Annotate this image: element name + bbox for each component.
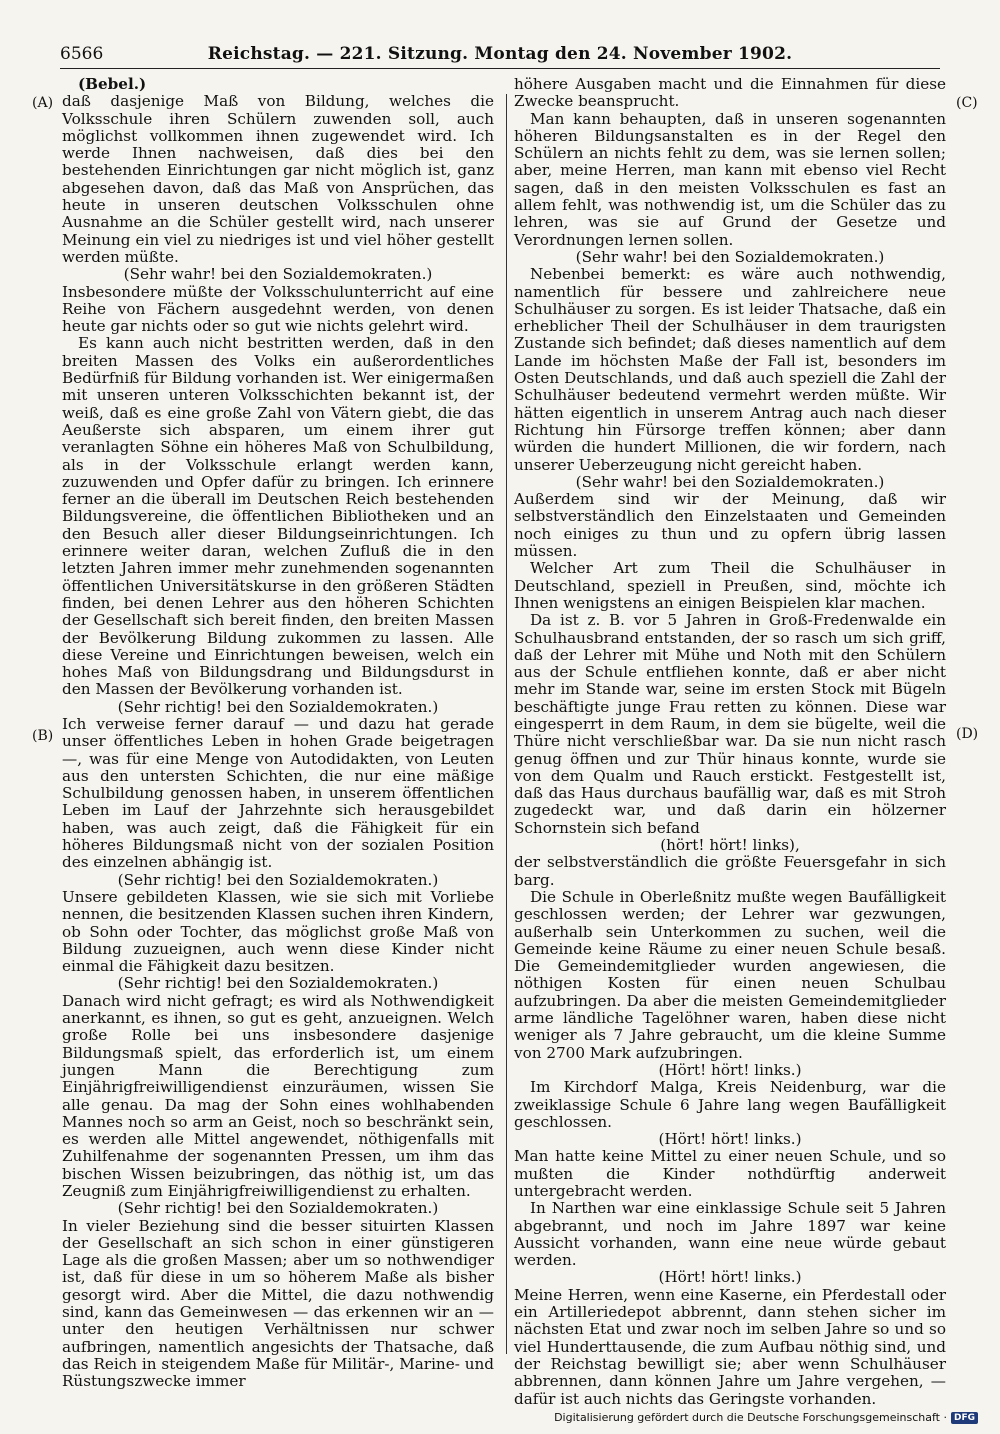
interjection: (Sehr richtig! bei den Sozialdemokraten.) — [117, 1199, 439, 1218]
paragraph: Ich verweise ferner darauf — und dazu hat gerade unser öffentliches Leben in hohen Grade beigetragen —, was für eine Menge von Autodidakten, von Leuten aus den untersten Schichten, die nur eine mäßige Schulbildung genossen haben, in unserem öffentlichen Leben im Lauf der Jahrzehnte sich herausgebildet haben, was auch zeigt, daß die Fähigkeit für ein höheres Bildungsmaß nicht von der sozialen Position des einzelnen abhängig ist. — [62, 714, 494, 872]
interjection: (Sehr richtig! bei den Sozialdemokraten.) — [117, 870, 439, 889]
paragraph: Außerdem sind wir der Meinung, daß wir selbstverständlich den Einzelstaaten und Gemeinden noch einiges zu thun und zu opfern übrig lassen müssen. — [514, 490, 946, 561]
page-number: 6566 — [60, 44, 104, 64]
left-column — [62, 76, 494, 1391]
digitization-credit — [554, 1411, 978, 1424]
interjection: (Hört! hört! links.) — [658, 1060, 802, 1079]
running-title: Reichstag. — 221. Sitzung. Montag den 24. November 1902. — [207, 44, 793, 64]
paragraph: Man kann behaupten, daß in unseren sogenannten höheren Bildungsanstalten es in der Regel den Schülern an nichts fehlt zu dem, was sie lernen sollen; aber, meine Herren, man kann mit ebenso viel Recht sagen, daß in den meisten Volksschulen es fast an allem fehlt, was nothwendig ist, um die Schüler das zu lehren, was sie auf Grund der Gesetze und Verordnungen lernen sollen. — [514, 109, 946, 249]
interjection: (Hört! hört! links.) — [658, 1268, 802, 1287]
interjection: (Sehr wahr! bei den Sozialdemokraten.) — [575, 247, 885, 266]
paragraph: Da ist z. B. vor 5 Jahren in Groß-Fredenwalde ein Schulhausbrand entstanden, der so rasch um sich griff, daß der Lehrer mit Mühe und Noth mit den Schülern aus der Schule entfliehen konnte, daß er aber nicht mehr im Stande war, seine im ersten Stock mit Bügeln beschäftigte junge Frau retten zu können. Diese war eingesperrt in dem Raum, in dem sie bügelte, weil die Thüre nicht verschließbar war. Da sie nun nicht rasch genug öffnen und zur Thür hinaus konnte, wurde sie von dem Qualm und Rauch erstickt. Festgestellt ist, daß das Haus durchaus baufällig war, daß es mit Stroh zugedeckt war, und daß darin ein hölzerner Schornstein sich befand — [514, 611, 946, 837]
margin-marker-d: (D) — [956, 726, 979, 742]
paragraph: höhere Ausgaben macht und die Einnahmen für diese Zwecke beansprucht. — [514, 75, 946, 111]
paragraph: Insbesondere müßte der Volksschulunterricht auf eine Reihe von Fächern ausgedehnt werden, von denen heute gar nichts oder so gut wie nichts gelehrt wird. — [62, 282, 494, 336]
speaker-label: (Bebel.) — [78, 75, 147, 93]
paragraph: In Narthen war eine einklassige Schule seit 5 Jahren abgebrannt, und noch im Jahre 1897 war keine Aussicht vorhanden, wann eine neue würde gebaut werden. — [514, 1199, 946, 1270]
paragraph: daß dasjenige Maß von Bildung, welches die Volksschule ihren Schülern zuwenden soll, auch möglichst vollkommen ihnen zugewendet wird. Ich werde Ihnen nachweisen, daß dies bei den bestehenden Einrichtungen gar nicht möglich ist, ganz abgesehen davon, daß das Maß von Ansprüchen, das heute in unseren deutschen Volksschulen ohne Ausnahme an die Schüler gestellt wird, nach unserer Meinung ein viel zu niedriges ist und viel höher gestellt werden müßte. — [62, 92, 494, 266]
interjection: (hört! hört! links), — [660, 836, 800, 855]
paragraph: Im Kirchdorf Malga, Kreis Neidenburg, war die zweiklassige Schule 6 Jahre lang wegen Baufälligkeit geschlossen. — [514, 1078, 946, 1131]
right-column — [514, 76, 946, 1408]
credit-text: Digitalisierung gefördert durch die Deutsche Forschungsgemeinschaft · — [554, 1411, 947, 1424]
column-divider — [506, 94, 507, 1354]
paragraph: Nebenbei bemerkt: es wäre auch nothwendig, namentlich für bessere und zahlreichere neue Schulhäuser zu sorgen. Es ist leider Thatsache, daß ein erheblicher Theil der Schulhäuser in dem traurigsten Zustande sich befindet; daß dieses namentlich auf dem Lande im höchsten Maße der Fall ist, besonders im Osten Deutschlands, und daß auch speziell die Zahl der Schulhäuser bedeutend vermehrt werden müßte. Wir hätten eigentlich in unserem Antrag auch nach dieser Richtung hin Fürsorge treffen können; aber dann würden die hundert Millionen, die wir fordern, nach unserer Ueberzeugung nicht gereicht haben. — [514, 265, 946, 474]
paragraph: Unsere gebildeten Klassen, wie sie sich mit Vorliebe nennen, die besitzenden Klassen suchen ihren Kindern, ob Sohn oder Tochter, das möglichst große Maß von Bildung zuzueignen, auch wenn diese Kinder nicht einmal die Fähigkeit dazu besitzen. — [62, 887, 494, 976]
interjection: (Sehr richtig! bei den Sozialdemokraten.) — [117, 974, 439, 993]
paragraph: In vieler Beziehung sind die besser situirten Klassen der Gesellschaft an sich schon in einer günstigeren Lage als die großen Massen; aber um so nothwendiger ist, daß für diese in um so höherem Maße als bisher gesorgt wird. Aber die Mittel, die dazu nothwendig sind, kann das Gemeinwesen — das erkennen wir an — unter den heutigen Verhältnissen nur schwer aufbringen, namentlich angesichts der Thatsache, daß das Reich in steigendem Maße für Militär-, Marine- und Rüstungszwecke immer — [62, 1216, 494, 1391]
paragraph: der selbstverständlich die größte Feuersgefahr in sich barg. — [514, 853, 946, 889]
dfg-logo: DFG — [951, 1412, 978, 1424]
paragraph: Meine Herren, wenn eine Kaserne, ein Pferdestall oder ein Artilleriedepot abbrennt, dann stehen sicher im nächsten Etat und zwar noch im selben Jahre so und so viel Hunderttausende, die zum Aufbau nöthig sind, und der Reichstag bewilligt sie; aber wenn Schulhäuser abbrennen, dann können Jahre um Jahre vergehen, — dafür ist auch nichts das Geringste vorhanden. — [514, 1285, 946, 1408]
paragraph: Man hatte keine Mittel zu einer neuen Schule, und so mußten die Kinder nothdürftig anderweit untergebracht werden. — [514, 1147, 946, 1200]
interjection: (Sehr richtig! bei den Sozialdemokraten.) — [117, 697, 439, 716]
interjection: (Sehr wahr! bei den Sozialdemokraten.) — [123, 265, 433, 284]
interjection: (Hört! hört! links.) — [658, 1130, 802, 1149]
margin-marker-a: (A) — [32, 95, 54, 111]
paragraph: Welcher Art zum Theil die Schulhäuser in Deutschland, speziell in Preußen, sind, möchte ich Ihnen wenigstens an einigen Beispielen klar machen. — [514, 559, 946, 612]
interjection: (Sehr wahr! bei den Sozialdemokraten.) — [575, 472, 885, 491]
page-header — [60, 44, 940, 69]
paragraph: Die Schule in Oberleßnitz mußte wegen Baufälligkeit geschlossen werden; der Lehrer war gezwungen, außerhalb sein Unterkommen zu suchen, weil die Gemeinde keine Räume zu einer neuen Schule besaß. Die Gemeindemitglieder wurden angewiesen, die nöthigen Kosten für einen neuen Schulbau aufzubringen. Da aber die meisten Gemeindemitglieder arme ländliche Tagelöhner waren, haben diese nicht weniger als 7 Jahre gebraucht, um die kleine Summe von 2700 Mark aufzubringen. — [514, 887, 946, 1062]
paragraph: Es kann auch nicht bestritten werden, daß in den breiten Massen des Volks ein außerordentliches Bedürfniß für Bildung vorhanden ist. Wer einigermaßen mit unseren unteren Volksschichten bekannt ist, der weiß, daß es eine große Zahl von Vätern giebt, die das Aeußerste sich absparen, um einem ihrer gut veranlagten Söhne ein höheres Maß von Schulbildung, als in der Volksschule erlangt werden kann, zuzuwenden und Opfer dafür zu bringen. Ich erinnere ferner an die überall im Deutschen Reich bestehenden Bildungsvereine, die öffentlichen Bibliotheken und an den Besuch aller dieser Bildungseinrichtungen. Ich erinnere weiter daran, welchen Zufluß die in den letzten Jahren immer mehr zunehmenden sogenannten öffentlichen Universitätskurse in den größeren Städten finden, bei denen Lehrer aus den höheren Schichten der Gesellschaft sich bereit finden, den breiten Massen der Bevölkerung Bildung zukommen zu lassen. Alle diese Vereine und Einrichtungen beweisen, welch ein hohes Maß von Bildungsdrang und Bildungsdurst in den Massen der Bevölkerung vorhanden ist. — [62, 334, 494, 699]
margin-marker-b: (B) — [32, 728, 54, 744]
margin-marker-c: (C) — [956, 95, 978, 111]
paragraph: Danach wird nicht gefragt; es wird als Nothwendigkeit anerkannt, es ihnen, so gut es geht, anzueignen. Welch große Rolle bei uns insbesondere dasjenige Bildungsmaß spielt, das erforderlich ist, um einem jungen Mann die Berechtigung zum Einjährigfreiwilligendienst einzuräumen, wissen Sie alle genau. Da mag der Sohn eines wohlhabenden Mannes noch so arm an Geist, noch so beschränkt sein, es werden alle Mittel angewendet, nöthigenfalls mit Zuhilfenahme der sogenannten Pressen, um ihm das bischen Wissen beizubringen, das nöthig ist, um das Zeugniß zum Einjährigfreiwilligendienst zu erhalten. — [62, 991, 494, 1200]
